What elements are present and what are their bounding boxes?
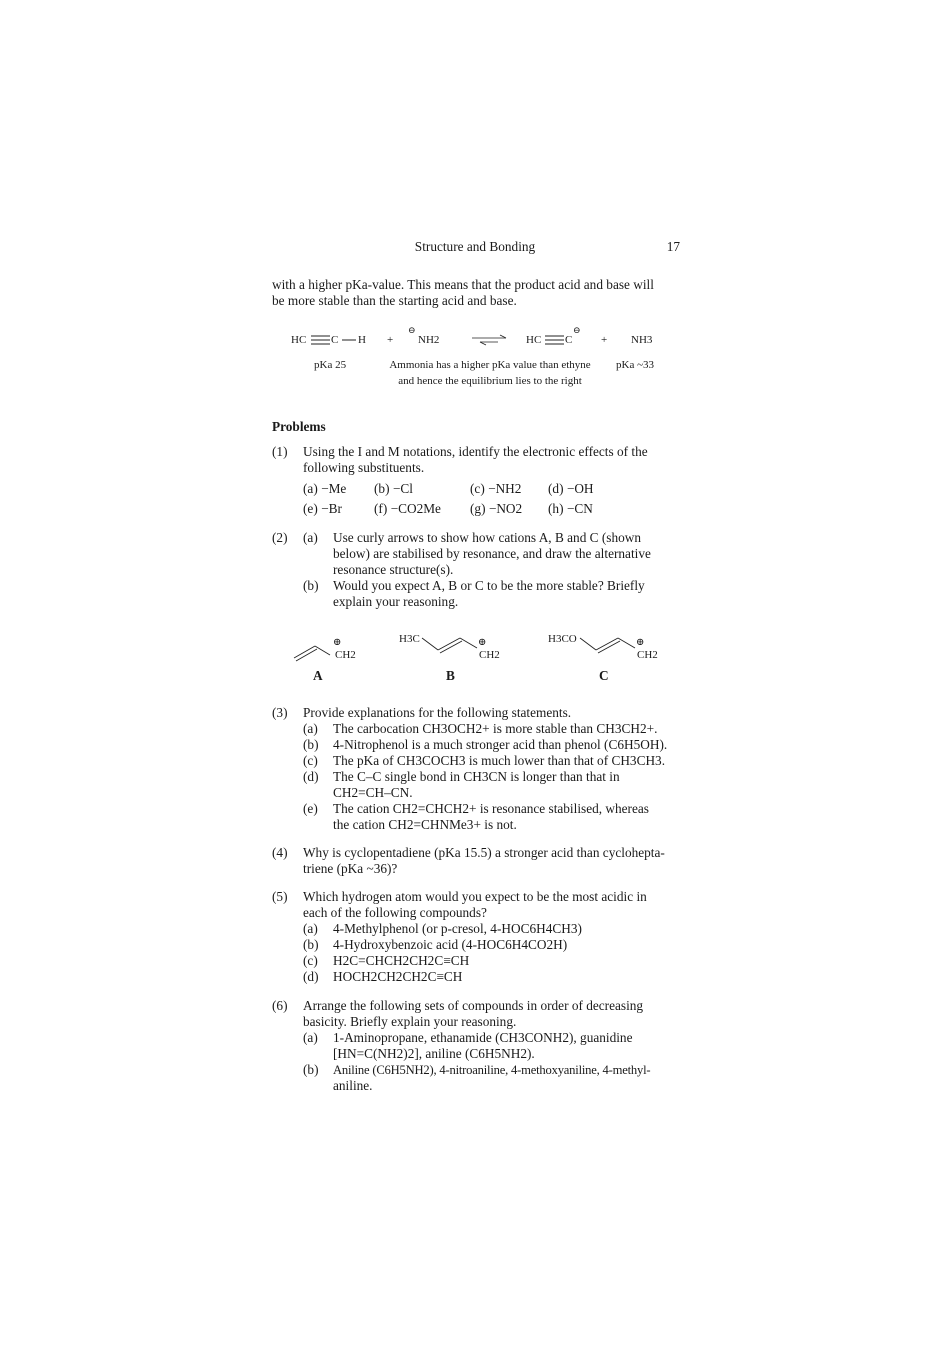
substituent-item: (f) −CO2Me: [374, 501, 441, 516]
problem-1-number: (1): [272, 444, 288, 459]
negative-charge-icon: ⊖: [408, 325, 416, 335]
problem-2-b-line-2: explain your reasoning.: [333, 594, 459, 609]
problem-5-c: H2C=CHCH2CH2C≡CH: [333, 953, 470, 968]
problem-5-c-label: (c): [303, 953, 318, 968]
cation-charge-icon: ⊕: [636, 637, 645, 648]
intro-line-1: with a higher pKa-value. This means that the product acid and base will: [272, 277, 654, 292]
problem-5-d: HOCH2CH2CH2C≡CH: [333, 969, 463, 984]
equilibrium-note-line-1: Ammonia has a higher pKa value than ethyne: [389, 359, 591, 371]
problem-5-b: 4-Hydroxybenzoic acid (4-HOC6H4CO2H): [333, 937, 568, 952]
problem-3-c: The pKa of CH3COCH3 is much lower than that of CH3CH3.: [333, 753, 666, 768]
problem-6-number: (6): [272, 998, 288, 1013]
equilibrium-note-line-2: and hence the equilibrium lies to the right: [398, 375, 582, 387]
problem-1-line-2: following substituents.: [303, 460, 425, 475]
single-bond-icon: [341, 334, 357, 346]
structure-a-skeleton: [293, 640, 338, 662]
triple-bond-icon: [311, 334, 331, 346]
problem-5-a: 4-Methylphenol (or p-cresol, 4-HOC6H4CH3): [333, 921, 582, 936]
amide-base: NH2: [418, 334, 440, 346]
problem-2-a-label: (a): [303, 530, 318, 545]
problem-3-b: 4-Nitrophenol is a much stronger acid than phenol (C6H5OH).: [333, 737, 668, 752]
problem-6-b-label: (b): [303, 1062, 319, 1077]
problem-3-b-label: (b): [303, 737, 319, 752]
acetylide-c: C: [565, 334, 573, 346]
ammonia: NH3: [631, 334, 653, 346]
page-number: 17: [666, 239, 680, 254]
acetylide-hc: HC: [526, 334, 542, 346]
problem-5-a-label: (a): [303, 921, 318, 936]
structure-a-ch2: CH2: [335, 649, 356, 661]
substituent-item: (e) −Br: [303, 501, 342, 516]
problem-4-number: (4): [272, 845, 288, 860]
structure-a-label: A: [313, 668, 323, 683]
problem-5-line-1: Which hydrogen atom would you expect to be the most acidic in: [303, 889, 647, 904]
problem-5-b-label: (b): [303, 937, 319, 952]
triple-bond-icon: [545, 334, 565, 346]
problem-2-b-line-1: Would you expect A, B or C to be the more stable? Briefly: [333, 578, 645, 593]
problem-2-a-line-3: resonance structure(s).: [333, 562, 454, 577]
intro-line-2: be more stable than the starting acid and base.: [272, 293, 517, 308]
problem-3-e-label: (e): [303, 801, 318, 816]
problem-3-e-line-1: The cation CH2=CHCH2+ is resonance stabilised, whereas: [333, 801, 649, 816]
cation-charge-icon: ⊕: [478, 637, 487, 648]
problem-3-d-line-2: CH2=CH–CN.: [333, 785, 413, 800]
problem-2-b-label: (b): [303, 578, 319, 593]
structure-c-ch2: CH2: [637, 649, 658, 661]
problem-3-c-label: (c): [303, 753, 318, 768]
equilibrium-arrow-icon: [472, 334, 508, 346]
running-title: Structure and Bonding: [414, 239, 536, 254]
substituent-item: (d) −OH: [548, 481, 594, 496]
plus-sign: +: [387, 334, 394, 346]
problem-4-line-2: triene (pKa ~36)?: [303, 861, 398, 876]
ethyne-c: C: [331, 334, 339, 346]
problem-2-a-line-2: below) are stabilised by resonance, and draw the alternative: [333, 546, 651, 561]
problem-1-line-1: Using the I and M notations, identify the electronic effects of the: [303, 444, 648, 459]
ethyne-h: H: [358, 334, 366, 346]
cation-charge-icon: ⊕: [333, 637, 342, 648]
structure-c-label: C: [599, 668, 609, 683]
problem-4-line-1: Why is cyclopentadiene (pKa 15.5) a stronger acid than cyclohepta-: [303, 845, 665, 860]
problem-6-line-2: basicity. Briefly explain your reasoning.: [303, 1014, 517, 1029]
problem-5-number: (5): [272, 889, 288, 904]
problem-6-a-label: (a): [303, 1030, 318, 1045]
substituent-item: (g) −NO2: [470, 501, 523, 516]
structure-b-label: B: [446, 668, 455, 683]
plus-sign: +: [601, 334, 608, 346]
ethyne-hc: HC: [291, 334, 307, 346]
problem-2-a-line-1: Use curly arrows to show how cations A, B and C (shown: [333, 530, 642, 545]
problem-3-a: The carbocation CH3OCH2+ is more stable than CH3CH2+.: [333, 721, 658, 736]
problem-6-a-line-1: 1-Aminopropane, ethanamide (CH3CONH2), guanidine: [333, 1030, 633, 1045]
problem-6-a-line-2: [HN=C(NH2)2], aniline (C6H5NH2).: [333, 1046, 535, 1061]
problem-6-line-1: Arrange the following sets of compounds in order of decreasing: [303, 998, 644, 1013]
problems-heading: Problems: [272, 419, 326, 434]
problem-3-d-line-1: The C–C single bond in CH3CN is longer than that in: [333, 769, 620, 784]
structure-c-methoxy: H3CO: [548, 633, 577, 645]
problem-3-intro: Provide explanations for the following statements.: [303, 705, 572, 720]
substituent-item: (h) −CN: [548, 501, 593, 516]
negative-charge-icon: ⊖: [573, 325, 581, 335]
substituent-item: (c) −NH2: [470, 481, 522, 496]
problem-3-number: (3): [272, 705, 288, 720]
substituent-item: (b) −Cl: [374, 481, 413, 496]
problem-6-b-line-2: aniline.: [333, 1078, 373, 1093]
substituent-item: (a) −Me: [303, 481, 347, 496]
structure-b-methyl: H3C: [399, 633, 420, 645]
problem-3-d-label: (d): [303, 769, 319, 784]
problem-5-d-label: (d): [303, 969, 319, 984]
pka-ethyne: pKa 25: [314, 359, 347, 371]
problem-6-b-line-1: Aniline (C6H5NH2), 4-nitroaniline, 4-methoxyaniline, 4-methyl-: [333, 1063, 651, 1077]
problem-5-line-2: each of the following compounds?: [303, 905, 487, 920]
pka-ammonia: pKa ~33: [616, 359, 655, 371]
problem-3-e-line-2: the cation CH2=CHNMe3+ is not.: [333, 817, 517, 832]
problem-3-a-label: (a): [303, 721, 318, 736]
structure-b-ch2: CH2: [479, 649, 500, 661]
problem-2-number: (2): [272, 530, 288, 545]
